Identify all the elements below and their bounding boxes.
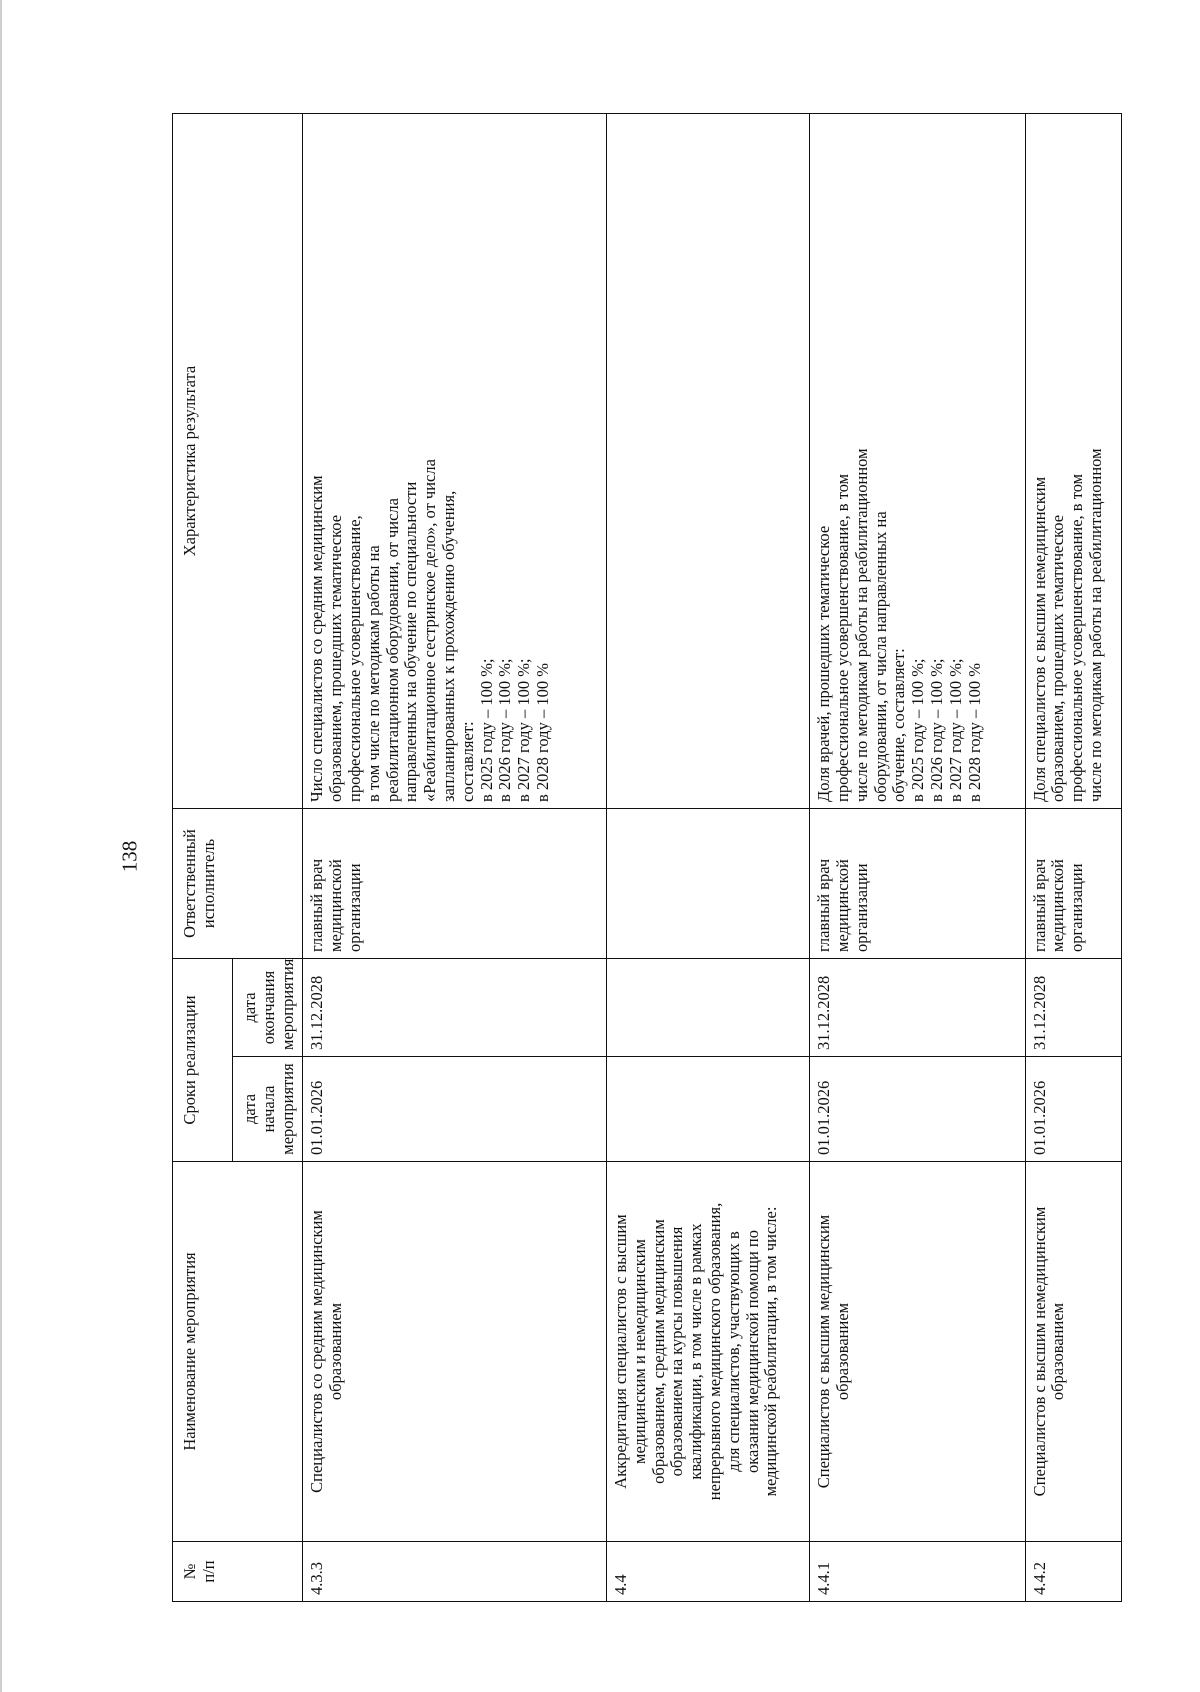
table-row [303,114,607,1602]
responsible [607,809,810,959]
result-characteristic: Доля специалистов с высшим немедицинским образованием, прошедших тематическое профессиональное усовершенствование, в том числе по методикам работы на реабилитационном [1025,114,1121,809]
header-row-1 [173,114,233,1602]
responsible: главный врач медицинской организации [1025,809,1121,959]
header-terms: Сроки реализации [173,959,233,1162]
header-start-date: дата начала мероприятия [233,1057,303,1162]
table-row [1025,114,1121,1602]
page-number [118,836,142,876]
row-number: 4.3.3 [303,1542,607,1602]
result-characteristic [607,114,810,809]
row-number: 4.4.2 [1025,1542,1121,1602]
row-number: 4.4.1 [810,1542,1025,1602]
end-date [607,959,810,1057]
end-date: 31.12.2028 [303,959,607,1057]
end-date: 31.12.2028 [810,959,1025,1057]
page-number-text: 138 [117,840,142,872]
table-row [810,114,1025,1602]
table-row [607,114,810,1602]
scan-edge-line [0,0,2,1692]
header-characteristic: Характеристика результата [173,114,303,809]
end-date: 31.12.2028 [1025,959,1121,1057]
activity-name: Специалистов с высшим немедицинским образованием [1025,1162,1121,1542]
header-responsible: Ответственный исполнитель [173,809,303,959]
result-characteristic: Доля врачей, прошедших тематическое профессиональное усовершенствование, в том числе по методикам работы на реабилитационном оборудовании, от числа направленных на обучение, составляет: в 2025 году – 100 %; в 2026 году – 100 %; в 2027 году – 100 %; в 2028 году – 100 % [810,114,1025,809]
responsible: главный врач медицинской организации [303,809,607,959]
start-date: 01.01.2026 [303,1057,607,1162]
responsible: главный врач медицинской организации [810,809,1025,959]
rotated-table-container [172,114,1122,1602]
start-date: 01.01.2026 [1025,1057,1121,1162]
row-number: 4.4 [607,1542,810,1602]
start-date [607,1057,810,1162]
header-num: № п/п [173,1542,303,1602]
activities-table [172,113,1122,1602]
header-name: Наименование мероприятия [173,1162,303,1542]
result-characteristic: Число специалистов со средним медицинским образованием, прошедших тематическое профессиональное усовершенствование, в том числе по методикам работы на реабилитационном оборудовании, от числа направленных на обучение по специальности «Реабилитационное сестринское дело», от числа запланированных к прохождению обучения, составляет: в 2025 году – 100 %; в 2026 году – 100 %; в 2027 году – 100 %; в 2028 году – 100 % [303,114,607,809]
activity-name: Аккредитация специалистов с высшим медицинским и немедицинским образованием, средним медицинским образованием на курсы повышения квалификации, в том числе в рамках непрерывного медицинского образования, для специалистов, участвующих в оказании медицинской помощи по медицинской реабилитации, в том числе: [607,1162,810,1542]
start-date: 01.01.2026 [810,1057,1025,1162]
header-end-date: дата окончания мероприятия [233,959,303,1057]
activity-name: Специалистов с высшим медицинским образованием [810,1162,1025,1542]
activity-name: Специалистов со средним медицинским образованием [303,1162,607,1542]
